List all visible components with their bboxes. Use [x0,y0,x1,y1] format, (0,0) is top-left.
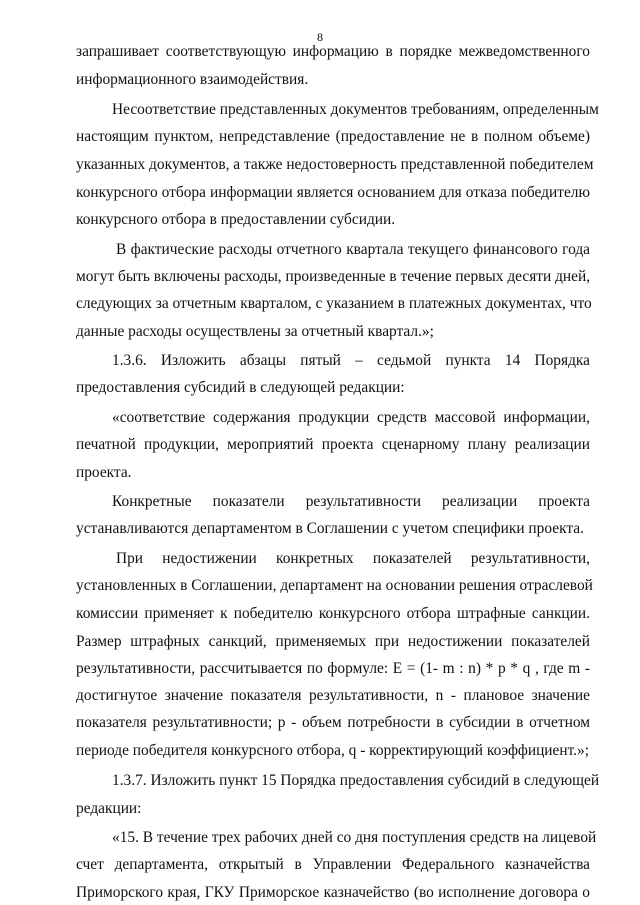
text-line: проекта. [76,464,132,481]
text-line: установленных в Соглашении, департамент на основании решения отраслевой [76,577,593,594]
text-line: Размер штрафных санкций, применяемых при недостижении показателей [76,633,590,650]
text-line: Конкретные показатели результативности реализации проекта [112,493,590,510]
text-line: показателя результативности; p - объем потребности в субсидии в отчетном [76,714,590,731]
text-line: устанавливаются департаментом в Соглашении с учетом специфики проекта. [76,520,584,537]
text-line: В фактические расходы отчетного квартала текущего финансового года [116,241,590,258]
page-number: 8 [317,30,323,44]
text-line: «соответствие содержания продукции средств массовой информации, [112,409,590,426]
text-line: информационного взаимодействия. [76,71,309,88]
text-line: следующих за отчетным кварталом, с указанием в платежных документах, что [76,295,592,312]
text-line: результативности, рассчитывается по формуле: E = (1- m : n) * p * q , где m - [76,660,590,677]
text-line: периоде победителя конкурсного отбора, q - корректирующий коэффициент.»; [76,742,589,759]
text-line: печатной продукции, мероприятий проекта сценарному плану реализации [76,436,590,453]
text-line: конкурсного отбора в предоставлении субсидии. [76,211,396,228]
text-line: настоящим пунктом, непредставление (предоставление не в полном объеме) [76,128,590,145]
text-line: могут быть включены расходы, произведенные в течение первых десяти дней, [76,268,591,285]
text-line: При недостижении конкретных показателей результативности, [116,550,590,567]
text-line: счет департамента, открытый в Управлении Федерального казначейства [76,856,590,873]
text-line: указанных документов, а также недостоверность представленной победителем [76,156,594,173]
text-line: предоставления субсидий в следующей редакции: [76,379,405,396]
text-line: конкурсного отбора информации является основанием для отказа победителю [76,184,590,201]
text-line: данные расходы осуществлены за отчетный квартал.»; [76,323,434,340]
text-line: редакции: [76,800,142,817]
text-line: «15. В течение трех рабочих дней со дня поступления средств на лицевой [112,829,597,846]
text-line: запрашивает соответствующую информацию в порядке межведомственного [76,43,590,60]
text-line: Приморского края, ГКУ Приморское казначейство (во исполнение договора о [76,884,590,901]
text-line: комиссии применяет к победителю конкурсного отбора штрафные санкции. [76,605,590,622]
text-line: 1.3.6. Изложить абзацы пятый – седьмой пункта 14 Порядка [112,352,590,369]
text-line: Несоответствие представленных документов требованиям, определенным [112,101,599,118]
text-line: достигнутое значение показателя результативности, n - плановое значение [76,687,590,704]
text-line: 1.3.7. Изложить пункт 15 Порядка предоставления субсидий в следующей [112,772,600,789]
